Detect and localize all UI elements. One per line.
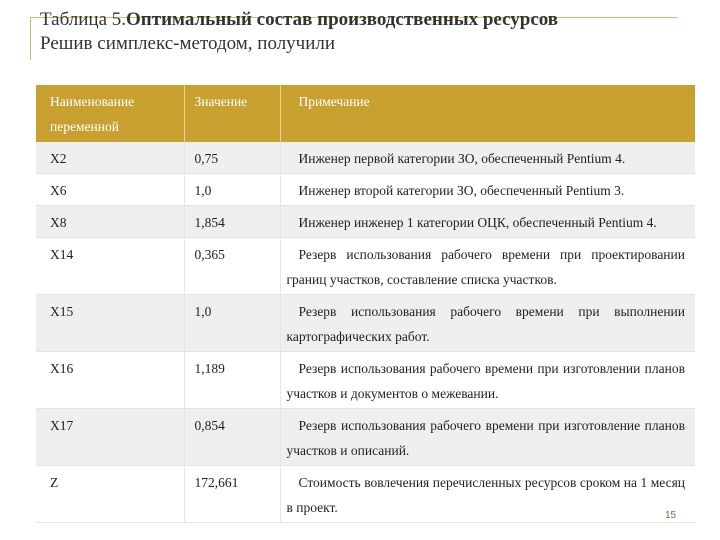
value-cell: 0,75 xyxy=(184,142,280,174)
note-cell xyxy=(280,206,695,238)
header-variable-name: Наименование переменной xyxy=(36,85,184,142)
slide-title xyxy=(40,8,680,32)
note-cell xyxy=(280,352,695,409)
table-row xyxy=(36,466,695,523)
note-text: Резерв использования рабочего времени при изготовлении планов участков и документов о межевании. xyxy=(286,361,685,401)
note-text: Инженер второй категории ЗО, обеспеченный Pentium 3. xyxy=(298,183,625,198)
variable-name-cell: X6 xyxy=(36,174,184,206)
note-text: Стоимость вовлечения перечисленных ресурсов сроком на 1 месяц в проект. xyxy=(286,475,685,515)
value-cell: 0,854 xyxy=(184,409,280,466)
variable-name-cell: X2 xyxy=(36,142,184,174)
note-cell xyxy=(280,466,695,523)
page-number: 15 xyxy=(665,510,677,521)
variable-name-cell: X8 xyxy=(36,206,184,238)
table-row xyxy=(36,238,695,295)
variable-name-cell: X17 xyxy=(36,409,184,466)
title-main: Оптимальный состав производственных ресурсов xyxy=(126,9,559,30)
note-cell xyxy=(280,409,695,466)
variable-name-cell: Z xyxy=(36,466,184,523)
note-text: Резерв использования рабочего времени при выполнении картографических работ. xyxy=(286,304,685,344)
table-row xyxy=(36,206,695,238)
value-cell: 1,854 xyxy=(184,206,280,238)
note-cell xyxy=(280,174,695,206)
resources-table xyxy=(36,85,695,523)
note-text: Резерв использования рабочего времени при проектировании границ участков, составление списка участков. xyxy=(286,247,685,287)
slide-subtitle: Решив симплекс-методом, получили xyxy=(40,33,336,54)
header-note-label: Примечание xyxy=(298,94,370,109)
value-cell: 1,189 xyxy=(184,352,280,409)
note-text: Резерв использования рабочего времени при изготовление планов участков и описаний. xyxy=(286,418,685,458)
slide-title-block xyxy=(40,8,680,56)
note-cell xyxy=(280,142,695,174)
variable-name-cell: X16 xyxy=(36,352,184,409)
note-text: Инженер инженер 1 категории ОЦК, обеспеченный Pentium 4. xyxy=(298,215,657,230)
title-accent-vertical-line xyxy=(30,18,31,60)
note-cell xyxy=(280,295,695,352)
value-cell: 1,0 xyxy=(184,174,280,206)
note-text: Инженер первой категории ЗО, обеспеченный Pentium 4. xyxy=(298,151,626,166)
title-prefix: Таблица 5. xyxy=(40,9,127,30)
variable-name-cell: X14 xyxy=(36,238,184,295)
value-cell: 172,661 xyxy=(184,466,280,523)
note-cell xyxy=(280,238,695,295)
table-row xyxy=(36,142,695,174)
table-row xyxy=(36,174,695,206)
header-note xyxy=(280,85,695,142)
table-row xyxy=(36,352,695,409)
value-cell: 0,365 xyxy=(184,238,280,295)
header-value: Значение xyxy=(184,85,280,142)
value-cell: 1,0 xyxy=(184,295,280,352)
table-row xyxy=(36,295,695,352)
variable-name-cell: X15 xyxy=(36,295,184,352)
table-row xyxy=(36,409,695,466)
table-header-row xyxy=(36,85,695,142)
